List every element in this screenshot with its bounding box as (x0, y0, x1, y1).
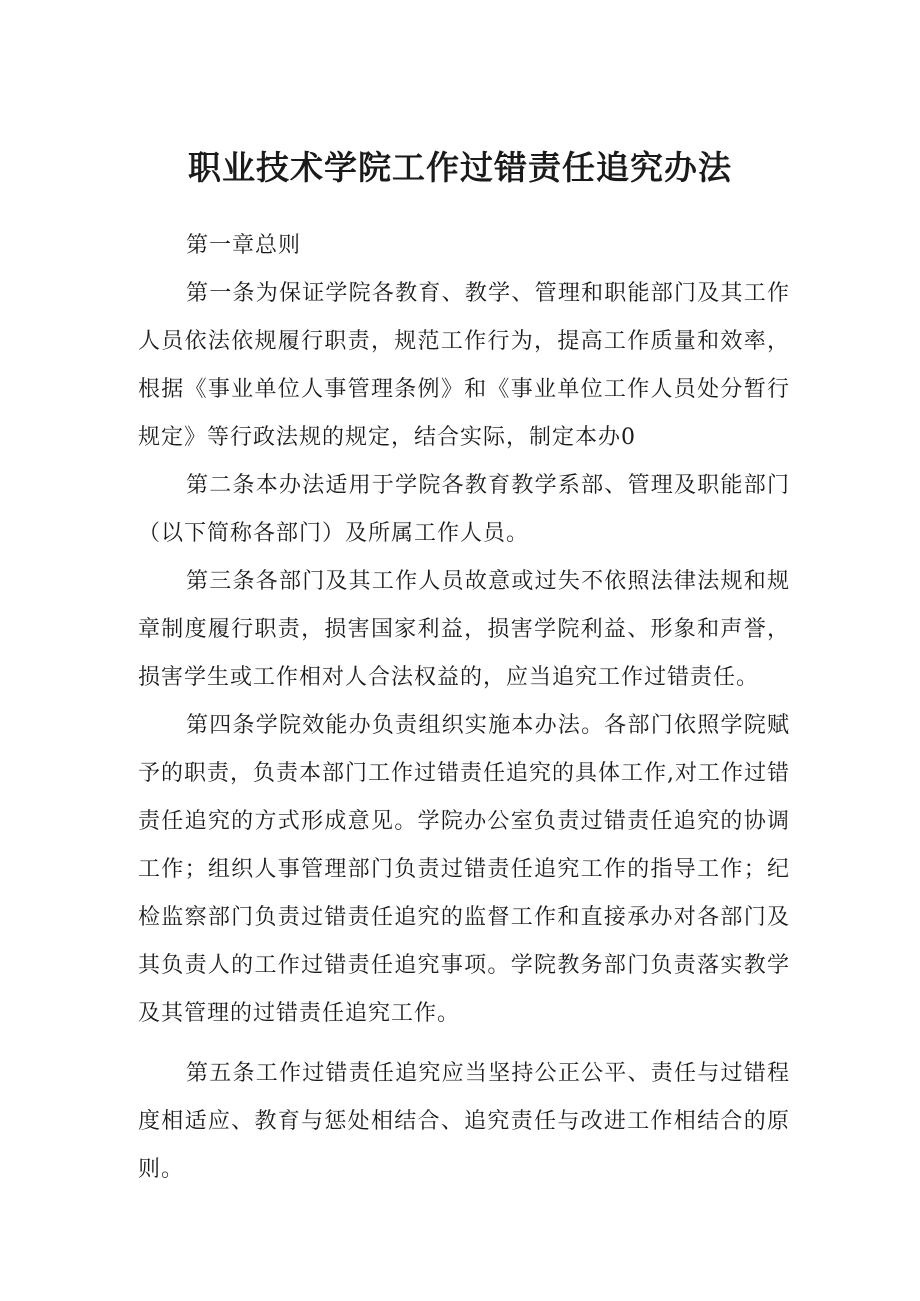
article-2: 第二条本办法适用于学院各教育教学系部、管理及职能部门（以下简称各部门）及所属工作人员。 (138, 473, 790, 546)
document-title: 职业技术学院工作过错责任追究办法 (188, 148, 732, 187)
chapter-heading: 第一章总则 (186, 233, 302, 258)
article-1: 第一条为保证学院各教育、教学、管理和职能部门及其工作人员依法依规履行职责，规范工作行为，提高工作质量和效率，根据《事业单位人事管理条例》和《事业单位工作人员处分暂行规定》等行政法规的规定，结合实际，制定本办0 (138, 281, 790, 450)
article-5: 第五条工作过错责任追究应当坚持公正公平、责任与过错程度相适应、教育与惩处相结合、追究责任与改进工作相结合的原则。 (138, 1061, 790, 1182)
document-body (138, 222, 790, 1194)
article-4: 第四条学院效能办负责组织实施本办法。各部门依照学院赋予的职责，负责本部门工作过错责任追究的具体工作,对工作过错责任追究的方式形成意见。学院办公室负责过错责任追究的协调工作；组织人事管理部门负责过错责任追究工作的指导工作；纪检监察部门负责过错责任追究的监督工作和直接承办对各部门及其负责人的工作过错责任追究事项。学院教务部门负责落实教学及其管理的过错责任追究工作。 (138, 713, 790, 1026)
article-3: 第三条各部门及其工作人员故意或过失不依照法律法规和规章制度履行职责，损害国家利益，损害学院利益、形象和声誉，损害学生或工作相对人合法权益的，应当追究工作过错责任。 (138, 569, 790, 690)
